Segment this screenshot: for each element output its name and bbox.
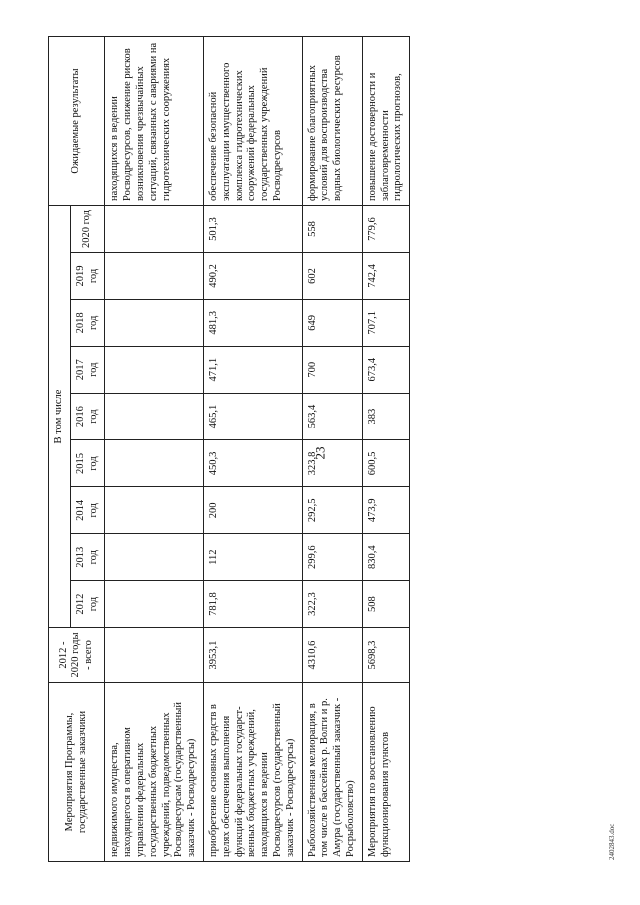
year-value-cell: 322,3 (302, 581, 362, 628)
year-value-cell: 481,3 (203, 299, 302, 346)
header-results: Ожидаемые результаты (49, 37, 105, 206)
year-value-cell (105, 534, 204, 581)
year-value-cell (105, 393, 204, 440)
result-cell: повышение достоверности и заблаговременности гидрологических прогнозов, (362, 37, 409, 206)
header-row (49, 37, 71, 862)
year-value-cell: 700 (302, 346, 362, 393)
result-cell: находящихся в ведении Росводресурсов, снижение рисков возникновения чрезвычайных ситуаций, связанных с авариями на гидротехнических сооружениях (105, 37, 204, 206)
year-value-cell: 450,3 (203, 440, 302, 487)
result-cell: обеспечение безопасной эксплуатации имущественного комплекса гидротехнических сооружений федеральных государственных учреждений Росводресурсов (203, 37, 302, 206)
activity-cell: приобретение основных средств в целях обеспечения выполнения функций федеральных государст-венных бюджетных учреждений, находящихся в ведении Росводресурсов (государственный заказчик - Росводресурсы) (203, 683, 302, 862)
year-value-cell: 501,3 (203, 206, 302, 253)
year-value-cell: 830,4 (362, 534, 409, 581)
year-value-cell: 649 (302, 299, 362, 346)
programme-table (48, 36, 410, 862)
activity-cell: Мероприятия по восстановлению функционирования пунктов (362, 683, 409, 862)
year-value-cell: 471,1 (203, 346, 302, 393)
header-year: 2014 год (70, 487, 105, 534)
header-year: 2019 год (70, 253, 105, 300)
year-value-cell: 563,4 (302, 393, 362, 440)
year-value-cell: 558 (302, 206, 362, 253)
year-value-cell: 600,5 (362, 440, 409, 487)
header-year: 2013 год (70, 534, 105, 581)
year-value-cell: 781,8 (203, 581, 302, 628)
year-value-cell (105, 346, 204, 393)
document-id: 2402843.doc (608, 823, 616, 860)
year-value-cell: 383 (362, 393, 409, 440)
header-year: 2018 год (70, 299, 105, 346)
table-row (362, 37, 409, 862)
year-value-cell: 473,9 (362, 487, 409, 534)
header-year: 2020 год (70, 206, 105, 253)
header-year: 2015 год (70, 440, 105, 487)
year-value-cell: 779,6 (362, 206, 409, 253)
header-year: 2012 год (70, 581, 105, 628)
year-value-cell: 292,5 (302, 487, 362, 534)
year-value-cell: 508 (362, 581, 409, 628)
year-value-cell (105, 299, 204, 346)
year-value-cell: 200 (203, 487, 302, 534)
year-value-cell: 299,6 (302, 534, 362, 581)
year-value-cell: 112 (203, 534, 302, 581)
result-cell: формирование благоприятных условий для воспроизводства водных биологических ресурсов (302, 37, 362, 206)
year-value-cell: 673,4 (362, 346, 409, 393)
total-cell: 5698,3 (362, 628, 409, 683)
year-value-cell (105, 581, 204, 628)
total-cell: 4310,6 (302, 628, 362, 683)
year-value-cell: 602 (302, 253, 362, 300)
year-value-cell: 323,8 (302, 440, 362, 487)
rotated-table-container (48, 36, 582, 862)
header-activity: Мероприятия Программы, государственные заказчики (49, 683, 105, 862)
page-number: 23 (312, 446, 327, 460)
year-value-cell (105, 487, 204, 534)
total-cell: 3953,1 (203, 628, 302, 683)
year-value-cell (105, 253, 204, 300)
year-value-cell: 465,1 (203, 393, 302, 440)
header-year: 2016 год (70, 393, 105, 440)
year-value-cell: 742,4 (362, 253, 409, 300)
year-value-cell: 490,2 (203, 253, 302, 300)
header-total: 2012 - 2020 годы - всего (49, 628, 105, 683)
year-value-cell: 707,1 (362, 299, 409, 346)
year-value-cell (105, 440, 204, 487)
header-in-that-number: В том числе (49, 206, 71, 628)
header-year: 2017 год (70, 346, 105, 393)
activity-cell: Рыбохозяйственная мелиорация, в том числе в бассейнах р. Волги и р. Амура (государственный заказчик - Росрыболовство) (302, 683, 362, 862)
activity-cell: недвижимого имущества, находящегося в оперативном управлении федеральных государственных бюджетных учреждений, подведомственных Росводресурсам (государственный заказчик - Росводресурсы) (105, 683, 204, 862)
total-cell (105, 628, 204, 683)
year-value-cell (105, 206, 204, 253)
table-row (302, 37, 362, 862)
table-row (203, 37, 302, 862)
table-row (105, 37, 204, 862)
